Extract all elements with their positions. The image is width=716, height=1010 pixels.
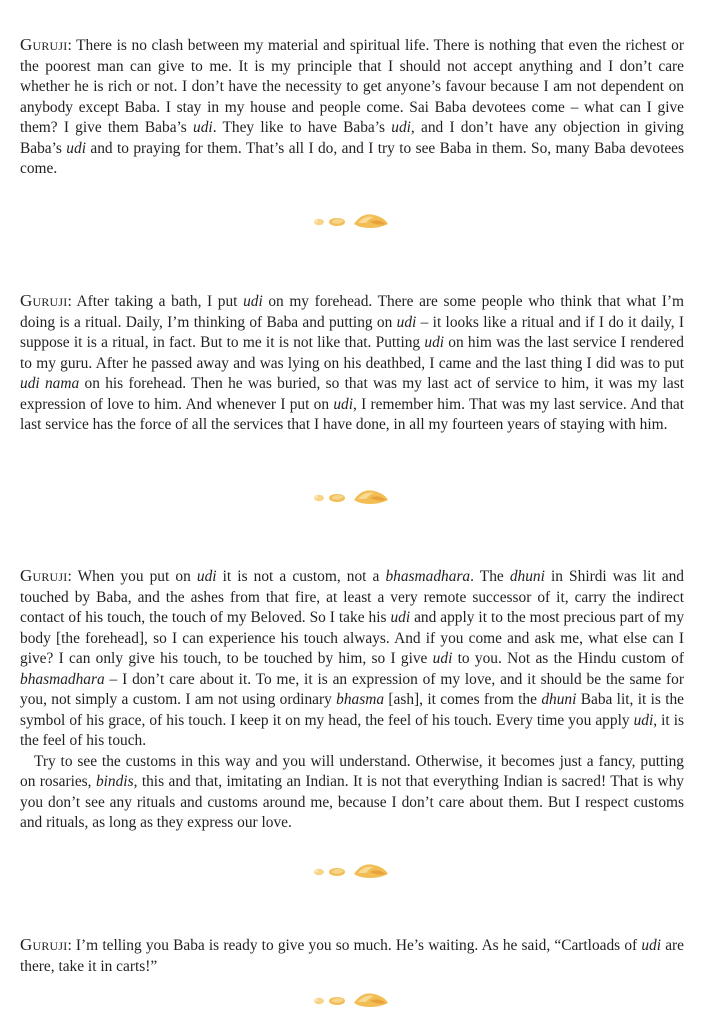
italic-term: udi [66, 139, 86, 157]
paragraph [20, 291, 684, 436]
text-run: : There is no clash between my material and spiritual life. There is nothing that even the richest or the poorest man can give to me. It is my principle that I should not accept anything and I don’t care whether he is rich or not. I don’t have the necessity to get anyone’s favour because I am not dependent on anybody except Baba. I stay in my house and people come. Sai Baba devotees come – what can I give them? I give them Baba’s [20, 37, 684, 136]
text-run: on his forehead. Then he was buried, so that was my last act of service to him, it was my last expression of love to him. And whenever I put on [20, 375, 685, 413]
paragraph [20, 566, 684, 752]
section-4 [20, 935, 684, 977]
text-run: : When you put on [67, 568, 197, 585]
italic-term: udi [391, 119, 411, 136]
text-run: Baba lit, it is the symbol of his grace, of his touch. I keep it on my head, the feel of his touch. Every time you apply [20, 691, 685, 729]
speaker-label: Guruji [20, 935, 68, 954]
text-run: and to praying for them. That’s all I do, and I try to see Baba in them. So, many Baba devotees come. [20, 139, 684, 177]
text-run: and apply it to the most precious part of my body [the forehead], so I can experience his touch always. And if you come and ask me, what else can I give? I can only give his touch, to be touched by him, so I give [20, 609, 685, 667]
italic-term: udi [424, 334, 445, 351]
section-2 [20, 291, 684, 436]
italic-term: udi [390, 609, 411, 626]
italic-term: udi [641, 937, 662, 954]
speaker-label: Guruji [20, 35, 68, 54]
paragraph [20, 35, 684, 180]
paragraph [20, 752, 684, 834]
text-run: on my forehead. There are some people who think that what I’m doing is a ritual. Daily, I’m thinking of Baba and putting on [20, 293, 684, 331]
flame-ornament-icon [310, 991, 392, 1009]
paragraph [20, 935, 684, 977]
italic-term: bhasma [336, 691, 385, 708]
text-run: [ash], it comes from the [384, 691, 542, 708]
italic-term: udi [432, 650, 453, 667]
text-run: , this and that, imitating an Indian. It is not that everything Indian is sacred! That is why you don’t see any rituals and customs around me, because I don’t care about them. But I respect customs and rituals, as long as they express our love. [20, 773, 684, 831]
italic-term: dhuni [509, 568, 545, 585]
speaker-label: Guruji [20, 291, 68, 310]
text-run: , and I don’t have any objection in giving Baba’s [20, 119, 684, 157]
section-1 [20, 35, 684, 180]
italic-term: udi [333, 395, 354, 413]
text-run: . The [470, 568, 510, 585]
text-run: to you. Not as the Hindu custom of [452, 650, 684, 667]
italic-term: bhasmadhara [20, 670, 105, 688]
italic-term: udi [633, 711, 654, 729]
text-run: Try to see the customs in this way and you will understand. Otherwise, it becomes just a fancy, putting on rosaries, [20, 752, 684, 790]
italic-term: udi [193, 119, 213, 136]
speaker-label: Guruji [20, 566, 68, 585]
flame-ornament-icon [310, 212, 392, 230]
text-run: : After taking a bath, I put [67, 293, 244, 310]
text-run: it is not a custom, not a [216, 568, 386, 585]
text-run: , I remember him. That was my last service. And that last service has the force of all the services that I have done, in all my fourteen years of staying with him. [20, 395, 684, 433]
flame-ornament-icon [310, 862, 392, 880]
text-run: – I don’t care about it. To me, it is an expression of my love, and it should be the same for you, not simply a custom. I am not using ordinary [20, 670, 684, 708]
italic-term: bhasmadhara [385, 568, 471, 585]
text-run: . They like to have Baba’s [212, 119, 392, 136]
text-run: – it looks like a ritual and if I do it daily, I suppose it is a ritual, in fact. But to me it is not like that. Putting [20, 313, 684, 351]
italic-term: udi [196, 568, 217, 585]
text-run: : I’m telling you Baba is ready to give you so much. He’s waiting. As he said, “Cartloads of [67, 937, 642, 954]
text-run: are there, take it in carts!” [20, 937, 684, 975]
text-run: in Shirdi was lit and touched by Baba, and the ashes from that fire, at least a very remote successor of it, carry the indirect contact of his touch, the touch of my Beloved. So I take his [20, 568, 684, 626]
section-3 [20, 566, 684, 834]
italic-term: udi [396, 313, 417, 331]
italic-term: dhuni [541, 691, 577, 708]
italic-term: udi [243, 293, 263, 310]
text-run: , it is the feel of his touch. [20, 711, 684, 749]
italic-term: udi nama [20, 375, 80, 392]
text-run: on him was the last service I rendered to my guru. After he passed away and was lying on his deathbed, I came and the last thing I did was to put [20, 334, 684, 372]
italic-term: bindis [95, 773, 134, 790]
flame-ornament-icon [310, 488, 392, 506]
